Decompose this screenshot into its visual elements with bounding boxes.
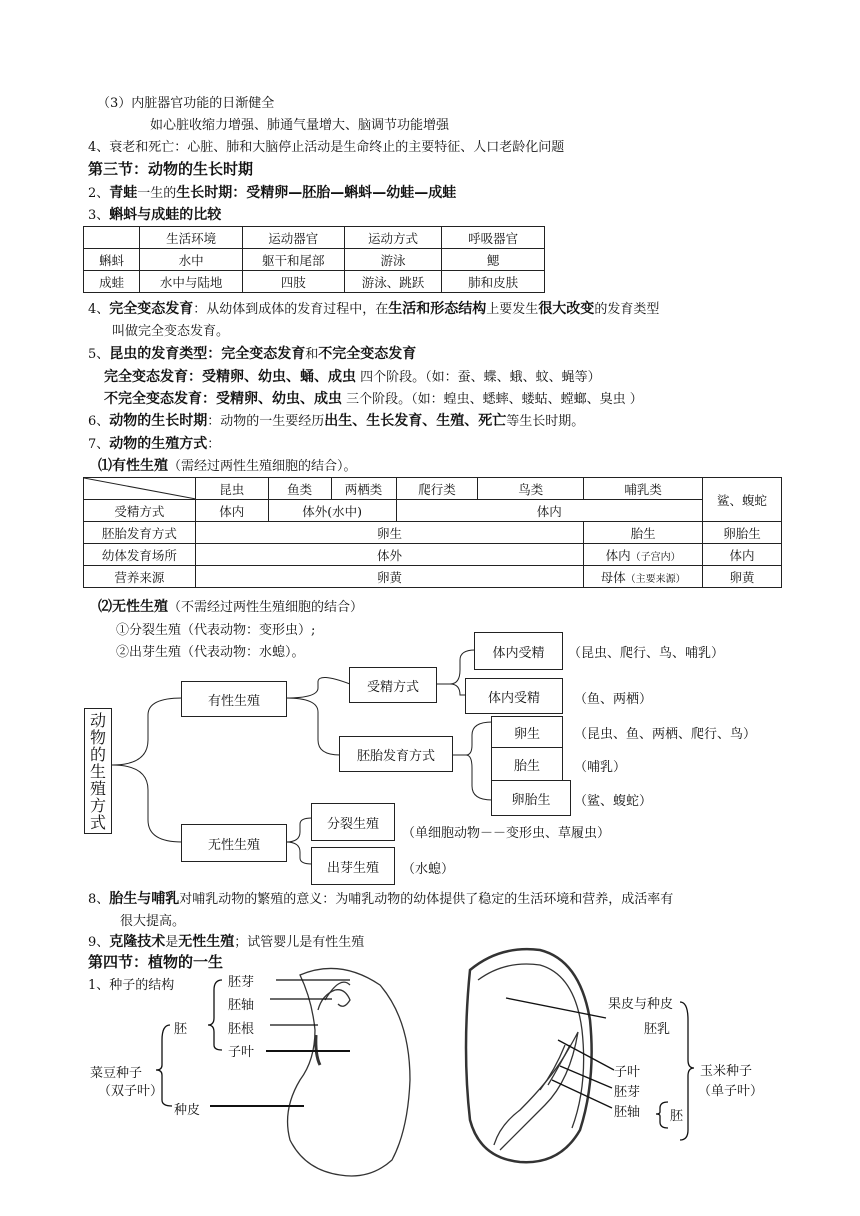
table-cell: 生活环境 [140,227,243,249]
asexual-box: 无性生殖 [181,824,287,862]
term: 胎生与哺乳 [109,891,180,907]
table-cell: 卵黄 [195,566,583,588]
seed-structure-heading: 1、种子的结构 [88,978,175,993]
root-char: 物 [89,727,106,747]
note-fission: （单细胞动物－－变形虫、草履虫） [402,826,611,841]
frog-stages-text: 生长时期：受精卵—胚胎—蝌蚪—幼蛙—成蛙 [176,185,457,201]
note-viviparous: （哺乳） [574,760,627,775]
table-cell: 鱼类 [268,478,331,500]
line-cloning [88,931,364,951]
table-cell: 卵生 [195,522,583,544]
table-row [84,500,782,522]
label-corn-endosperm: 胚乳 [644,1022,671,1037]
table-cell: 体内 [703,544,782,566]
table-cell [584,566,703,588]
table-cell: 鲨、蝮蛇 [703,478,782,522]
table-cell: 体外 [195,544,583,566]
table-row [84,566,782,588]
num: 3、 [88,208,110,223]
diagram-root-box [84,708,112,834]
label-corn-hypocotyl: 胚轴 [614,1105,641,1120]
text: ；试管婴儿是有性生殖 [234,935,365,950]
label-corn-cotyledon: 子叶 [614,1065,641,1080]
root-char: 生 [89,761,106,781]
table-row [84,522,782,544]
label-corn-plumule: 胚芽 [614,1085,641,1100]
text: 对哺乳动物的繁殖的意义：为哺乳动物的幼体提供了稳定的生活环境和营养，成活率有 [179,892,674,907]
table-cell: 营养来源 [84,566,196,588]
term: 动物的生长时期 [109,413,208,429]
label-corn-seed: 玉米种子 [700,1064,753,1079]
line-budding-example: ②出芽生殖（代表动物：水螅）。 [116,645,305,660]
text: 四个阶段。（如：蚕、蝶、蛾、蚊、蝇等） [360,370,601,385]
label-corn-pericarp: 果皮与种皮 [608,997,674,1012]
ovoviviparous-box: 卵胎生 [491,780,571,816]
num: 7、 [88,437,110,452]
tadpole-frog-table [83,226,545,293]
line-fission-example: ①分裂生殖（代表动物：变形虫）; [116,623,316,638]
term: 出生、生长发育、生殖、死亡 [324,413,507,429]
table-row [84,271,545,293]
table-cell: 卵黄 [703,566,782,588]
text: 和 [305,347,319,362]
diag-cell [84,478,196,500]
term: 生活和形态结构 [388,301,487,317]
label-bean-embryo: 胚 [174,1022,188,1037]
num: 2、 [88,186,110,201]
compare-title: 蝌蚪与成蛙的比较 [109,207,222,223]
table-cell: 肺和皮肤 [442,271,545,293]
root-char: 方 [89,795,106,815]
line-frog-stages [88,182,456,202]
label-corn-embryo: 胚 [670,1109,684,1124]
line-complete-metamorphosis [88,298,659,318]
text: ：从幼体到成体的发育过程中，在 [193,302,389,317]
text: 等生长时期。 [506,414,585,429]
term: 动物的生殖方式 [109,436,208,452]
text: 母体 [600,569,626,585]
label-bean-seedcoat: 种皮 [174,1103,201,1118]
table-cell: 昆虫 [195,478,268,500]
label-bean-plumule: 胚芽 [228,975,255,990]
table-cell: 体内 [195,500,268,522]
internal-fert-box-2: 体内受精 [465,678,563,714]
table-cell [84,227,140,249]
table-cell: 体外(水中) [268,500,396,522]
line-organ-function: （3）内脏器官功能的日渐健全 [97,96,275,111]
note-oviparous: （昆虫、鱼、两栖、爬行、鸟） [574,727,757,742]
num: 6、 [88,414,110,429]
note-insects: （昆虫、爬行、鸟、哺乳） [568,646,725,661]
fertilization-box: 受精方式 [349,667,437,703]
line-asexual [98,596,363,616]
table-row [84,478,782,500]
text: （子宫内） [630,551,681,563]
internal-fert-box: 体内受精 [474,632,563,670]
root-char: 式 [89,812,106,832]
term: ⑵无性生殖 [98,599,168,615]
root-char: 的 [89,744,106,764]
line-complete-stages [104,366,601,386]
text: 三个阶段。（如：蝗虫、蟋蟀、蝼蛄、螳螂、臭虫 ） [346,392,643,407]
line-incomplete-stages [104,388,643,408]
label-bean-seed: 菜豆种子 [90,1066,143,1081]
num: 9、 [88,935,110,950]
term: 不完全变态发育：受精卵、幼虫、成虫 [104,391,342,407]
root-char: 殖 [89,778,106,798]
num: 8、 [88,892,110,907]
diagonal-line [84,478,196,499]
table-cell: 胚胎发育方式 [84,522,196,544]
fission-box: 分裂生殖 [311,803,395,841]
line-organ-examples: 如心脏收缩力增强、肺通气量增大、脑调节功能增强 [150,118,450,133]
line-sexual [98,455,357,475]
table-cell: 幼体发育场所 [84,544,196,566]
line-complete-def-end: 叫做完全变态发育。 [112,324,230,339]
label-bean-hypocotyl: 胚轴 [228,998,255,1013]
line-insect-types [88,343,416,363]
text: （主要来源） [625,573,686,585]
table-cell: 蝌蚪 [84,249,140,271]
line-compare [88,204,221,224]
table-cell: 胎生 [584,522,703,544]
table-row [84,249,545,271]
text: （不需经过两性生殖细胞的结合） [168,600,364,615]
note-ovoviviparous: （鲨、蝮蛇） [574,794,653,809]
num: 5、 [88,347,110,362]
text: 体内 [605,547,631,563]
label-bean-dicot: （双子叶） [98,1084,164,1099]
table-cell: 鳃 [442,249,545,271]
table-cell: 卵胎生 [703,522,782,544]
root-char: 动 [89,710,106,730]
budding-box: 出芽生殖 [311,847,395,885]
term: 无性生殖 [178,934,235,950]
text: 一生的 [137,186,177,201]
line-aging: 4、衰老和死亡：心脏、肺和大脑停止活动是生命终止的主要特征、人口老龄化问题 [88,140,565,155]
table-cell: 游泳、跳跃 [344,271,442,293]
label-bean-cotyledon: 子叶 [228,1045,255,1060]
section-4-title: 第四节：植物的一生 [88,953,224,971]
table-cell [584,544,703,566]
table-cell: 爬行类 [396,478,478,500]
table-cell: 水中与陆地 [140,271,243,293]
note-fish: （鱼、两栖） [574,692,653,707]
table-cell: 水中 [140,249,243,271]
line-viviparity-end: 很大提高。 [120,914,186,929]
table-cell: 呼吸器官 [442,227,545,249]
table-cell: 运动方式 [344,227,442,249]
table-row [84,544,782,566]
term: 不完全变态发育 [318,346,417,362]
table-cell: 两栖类 [331,478,396,500]
table-cell: 运动器官 [242,227,344,249]
text: ： [207,437,221,452]
table-cell: 受精方式 [84,500,196,522]
table-cell: 游泳 [344,249,442,271]
text: ：动物的一生要经历 [207,414,325,429]
table-cell: 鸟类 [478,478,584,500]
term: 完全变态发育：受精卵、幼虫、蛹、成虫 [104,369,356,385]
table-cell: 四肢 [242,271,344,293]
term: 昆虫的发育类型：完全变态发育 [109,346,306,362]
term: 完全变态发育 [109,301,194,317]
embryo-development-box: 胚胎发育方式 [339,736,453,772]
text: 的发育类型 [594,302,660,317]
frog-term: 青蛙 [109,185,138,201]
line-viviparity [88,888,673,908]
sexual-box: 有性生殖 [181,681,287,717]
table-row [84,227,545,249]
table-cell: 躯干和尾部 [242,249,344,271]
note-budding: （水螅） [402,862,455,877]
term: ⑴有性生殖 [98,458,168,474]
text: 上要发生 [486,302,539,317]
section-3-title: 第三节：动物的生长时期 [88,160,254,178]
term: 很大改变 [538,301,595,317]
viviparous-box: 胎生 [491,747,563,782]
label-bean-radicle: 胚根 [228,1022,255,1037]
text: 是 [165,935,179,950]
line-reproduction [88,433,220,453]
line-growth-periods [88,410,584,430]
reproduction-table [83,477,782,588]
table-cell: 成蛙 [84,271,140,293]
num: 4、 [88,302,110,317]
term: 克隆技术 [109,934,166,950]
label-corn-monocot: （单子叶） [698,1084,764,1099]
oviparous-box: 卵生 [491,716,563,749]
table-cell: 体内 [396,500,703,522]
text: （需经过两性生殖细胞的结合）。 [168,459,357,474]
table-cell: 哺乳类 [584,478,703,500]
